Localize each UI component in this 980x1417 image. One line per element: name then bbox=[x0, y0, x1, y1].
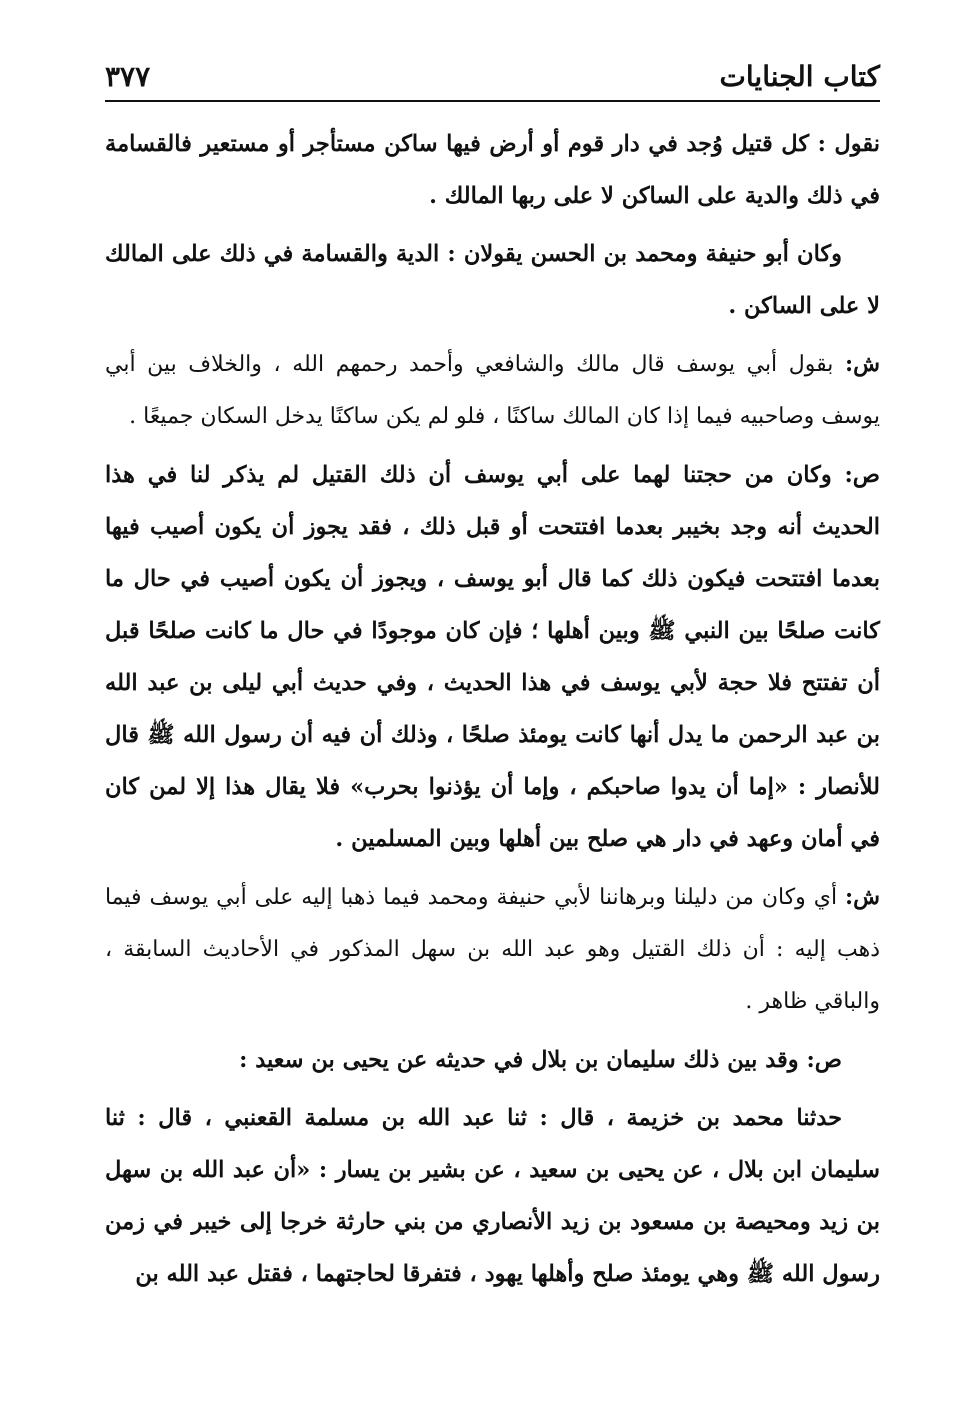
running-header bbox=[105, 55, 880, 97]
paragraph-7 bbox=[105, 1092, 880, 1300]
paragraph-6-label: ص: bbox=[806, 1047, 842, 1073]
paragraph-3 bbox=[105, 338, 880, 443]
page-number: ٣٧٧ bbox=[105, 59, 151, 93]
paragraph-6 bbox=[105, 1034, 880, 1086]
paragraph-2-text: وكان أبو حنيفة ومحمد بن الحسن يقولان : الدية والقسامة في ذلك على المالك لا على الساكن . bbox=[105, 241, 880, 319]
paragraph-6-text: وقد بين ذلك سليمان بن بلال في حديثه عن يحيى بن سعيد : bbox=[239, 1047, 799, 1073]
paragraph-3-label: ش: bbox=[845, 351, 880, 377]
paragraph-5-label: ش: bbox=[845, 884, 880, 910]
paragraph-4-label: ص: bbox=[844, 462, 880, 488]
paragraph-7-text: حدثنا محمد بن خزيمة ، قال : ثنا عبد الله بن مسلمة القعنبي ، قال : ثنا سليمان ابن بلال ، عن يحيى بن سعيد ، عن بشير بن يسار : «أن عبد الله بن سهل بن زيد ومحيصة بن مسعود بن زيد الأنصاري من بني حارثة خرجا إلى خيبر في زمن رسول الله ﷺ وهي يومئذ صلح وأهلها يهود ، فتفرقا لحاجتهما ، فقتل عبد الله بن bbox=[105, 1105, 880, 1287]
page-body bbox=[105, 118, 880, 1300]
paragraph-3-text: بقول أبي يوسف قال مالك والشافعي وأحمد رحمهم الله ، والخلاف بين أبي يوسف وصاحبيه فيما إذا كان المالك ساكنًا ، فلو لم يكن ساكنًا يدخل السكان جميعًا . bbox=[105, 352, 880, 429]
chapter-title: كتاب الجنايات bbox=[719, 59, 880, 93]
paragraph-4-text: وكان من حجتنا لهما على أبي يوسف أن ذلك القتيل لم يذكر لنا في هذا الحديث أنه وجد بخيبر بعدما افتتحت أو قبل ذلك ، فقد يجوز أن يكون أصيب فيها بعدما افتتحت فيكون ذلك كما قال أبو يوسف ، ويجوز أن يكون أصيب في حال ما كانت صلحًا بين النبي ﷺ وبين أهلها ؛ فإن كان موجودًا في حال ما كانت صلحًا قبل أن تفتتح فلا حجة لأبي يوسف في هذا الحديث ، وفي حديث أبي ليلى بن عبد الله بن عبد الرحمن ما يدل أنها كانت يومئذ صلحًا ، وذلك أن فيه أن رسول الله ﷺ قال للأنصار : «إما أن يدوا صاحبكم ، وإما أن يؤذنوا بحرب» فلا يقال هذا إلا لمن كان في أمان وعهد في دار هي صلح بين أهلها وبين المسلمين . bbox=[105, 462, 880, 852]
paragraph-5-text: أي وكان من دليلنا وبرهاننا لأبي حنيفة ومحمد فيما ذهبا إليه على أبي يوسف فيما ذهب إليه : أن ذلك القتيل وهو عبد الله بن سهل المذكور في الأحاديث السابقة ، والباقي ظاهر . bbox=[105, 885, 880, 1014]
header-rule bbox=[105, 100, 880, 102]
paragraph-1 bbox=[105, 118, 880, 222]
paragraph-2 bbox=[105, 228, 880, 332]
paragraph-5 bbox=[105, 871, 880, 1028]
paragraph-4 bbox=[105, 449, 880, 865]
paragraph-1-text: نقول : كل قتيل وُجد في دار قوم أو أرض فيها ساكن مستأجر أو مستعير فالقسامة في ذلك والدية على الساكن لا على ربها المالك . bbox=[105, 131, 880, 209]
